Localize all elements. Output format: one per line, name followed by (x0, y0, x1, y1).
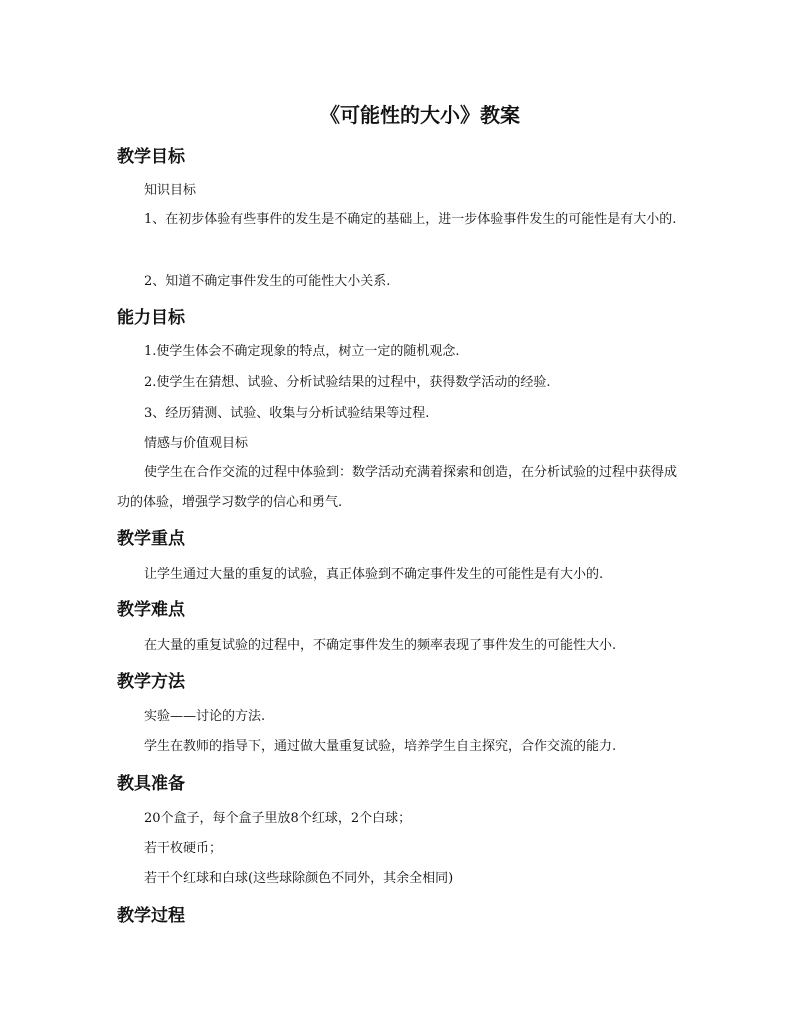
document-title: 《可能性的大小》教案 (320, 103, 520, 127)
subheading-emotion-goals: 情感与价值观目标 (144, 436, 249, 451)
paragraph-ability-1: 1.使学生体会不确定现象的特点，树立一定的随机观念. (144, 344, 460, 359)
heading-ability-goals: 能力目标 (117, 308, 185, 328)
heading-difficulties: 教学难点 (117, 600, 185, 620)
heading-process: 教学过程 (117, 906, 185, 926)
paragraph-goal-2: 2、知道不确定事件发生的可能性大小关系. (144, 274, 391, 289)
subheading-knowledge-goals: 知识目标 (144, 183, 197, 198)
heading-key-points: 教学重点 (117, 529, 185, 549)
heading-teaching-goals: 教学目标 (117, 147, 185, 167)
heading-materials: 教具准备 (117, 774, 185, 794)
paragraph-materials-3: 若干个红球和白球(这些球除颜色不同外，其余全相同) (144, 871, 454, 886)
paragraph-materials-1: 20个盒子，每个盒子里放8个红球，2个白球； (144, 811, 412, 826)
paragraph-difficulties: 在大量的重复试验的过程中，不确定事件发生的频率表现了事件发生的可能性大小. (144, 638, 617, 653)
paragraph-method-2: 学生在教师的指导下，通过做大量重复试验，培养学生自主探究，合作交流的能力. (144, 739, 617, 754)
paragraph-emotion: 使学生在合作交流的过程中体验到：数学活动充满着探索和创造，在分析试验的过程中获得成功的体验，增强学习数学的信心和勇气. (117, 465, 678, 510)
paragraph-materials-2: 若干枚硬币； (144, 841, 223, 856)
paragraph-goal-1: 1、在初步体验有些事件的发生是不确定的基础上，进一步体验事件发生的可能性是有大小的. (144, 212, 677, 227)
heading-methods: 教学方法 (117, 672, 185, 692)
paragraph-key-points: 让学生通过大量的重复的试验，真正体验到不确定事件发生的可能性是有大小的. (144, 567, 604, 582)
paragraph-ability-2: 2.使学生在猜想、试验、分析试验结果的过程中，获得数学活动的经验. (144, 375, 551, 390)
paragraph-ability-3: 3、经历猜测、试验、收集与分析试验结果等过程. (144, 406, 430, 421)
paragraph-method-1: 实验——讨论的方法. (144, 709, 266, 724)
